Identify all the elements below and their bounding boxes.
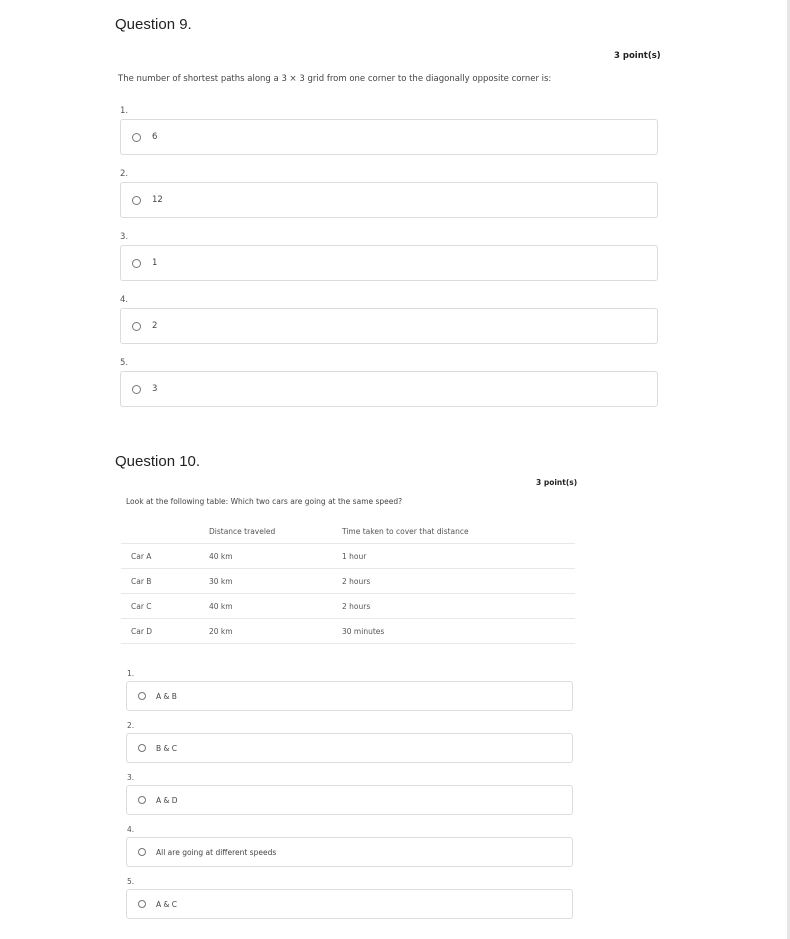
table-cell: 20 km bbox=[209, 626, 233, 636]
question-9-title-prefix: Question bbox=[115, 16, 180, 33]
q10-option-4[interactable] bbox=[126, 837, 573, 867]
question-9-points: 3 point(s) bbox=[614, 51, 661, 61]
question-10-prompt: Look at the following table: Which two cars are going at the same speed? bbox=[126, 497, 403, 506]
question-10-title-number: 10. bbox=[179, 453, 201, 470]
question-9-prompt: The number of shortest paths along a 3 × 3 grid from one corner to the diagonally opposite corner is: bbox=[118, 74, 552, 84]
question-9-title bbox=[115, 16, 192, 33]
q9-option-1-number: 1. bbox=[120, 106, 129, 116]
q10-option-3-label: A & D bbox=[156, 795, 178, 805]
q10-option-5[interactable] bbox=[126, 889, 573, 919]
table-cell: 2 hours bbox=[342, 576, 371, 586]
q9-option-3-number: 3. bbox=[120, 232, 129, 242]
table-header-cell: Distance traveled bbox=[209, 527, 276, 536]
radio-icon[interactable] bbox=[138, 744, 146, 752]
table-header-row bbox=[121, 520, 575, 544]
table-cell: 30 km bbox=[209, 576, 233, 586]
q9-option-1-label: 6 bbox=[152, 132, 158, 142]
radio-icon[interactable] bbox=[132, 133, 141, 142]
radio-icon[interactable] bbox=[138, 848, 146, 856]
q9-option-4-label: 2 bbox=[152, 321, 158, 331]
table-cell: Car C bbox=[131, 601, 152, 611]
q9-option-5[interactable] bbox=[120, 371, 658, 407]
q9-option-3[interactable] bbox=[120, 245, 658, 281]
q10-option-2-number: 2. bbox=[127, 721, 135, 730]
q10-option-1[interactable] bbox=[126, 681, 573, 711]
table-row bbox=[121, 594, 575, 619]
q10-option-3-number: 3. bbox=[127, 773, 135, 782]
question-10-title-prefix: Question bbox=[115, 453, 180, 470]
q10-option-2[interactable] bbox=[126, 733, 573, 763]
question-10-points: 3 point(s) bbox=[536, 478, 578, 487]
car-speed-table bbox=[121, 520, 575, 644]
q9-option-2[interactable] bbox=[120, 182, 658, 218]
table-cell: Car B bbox=[131, 576, 152, 586]
q9-option-4[interactable] bbox=[120, 308, 658, 344]
question-10-title bbox=[115, 453, 200, 470]
q9-option-5-label: 3 bbox=[152, 384, 158, 394]
q10-option-3[interactable] bbox=[126, 785, 573, 815]
q9-option-5-number: 5. bbox=[120, 358, 129, 368]
table-cell: 40 km bbox=[209, 601, 233, 611]
table-cell: 2 hours bbox=[342, 601, 371, 611]
table-cell: 40 km bbox=[209, 551, 233, 561]
q9-option-2-number: 2. bbox=[120, 169, 129, 179]
q10-option-4-label: All are going at different speeds bbox=[156, 847, 277, 857]
question-9-title-number: 9. bbox=[179, 16, 192, 33]
q10-option-5-label: A & C bbox=[156, 899, 177, 909]
table-row bbox=[121, 544, 575, 569]
radio-icon[interactable] bbox=[138, 692, 146, 700]
q10-option-2-label: B & C bbox=[156, 743, 177, 753]
radio-icon[interactable] bbox=[132, 259, 141, 268]
radio-icon[interactable] bbox=[132, 196, 141, 205]
q9-option-4-number: 4. bbox=[120, 295, 129, 305]
q10-option-5-number: 5. bbox=[127, 877, 135, 886]
table-row bbox=[121, 619, 575, 644]
radio-icon[interactable] bbox=[132, 385, 141, 394]
table-row bbox=[121, 569, 575, 594]
radio-icon[interactable] bbox=[132, 322, 141, 331]
table-header-cell: Time taken to cover that distance bbox=[342, 527, 469, 536]
radio-icon[interactable] bbox=[138, 900, 146, 908]
q9-option-3-label: 1 bbox=[152, 258, 158, 268]
q9-option-1[interactable] bbox=[120, 119, 658, 155]
table-cell: Car A bbox=[131, 551, 152, 561]
q9-option-2-label: 12 bbox=[152, 195, 163, 205]
table-cell: 1 hour bbox=[342, 551, 367, 561]
table-cell: 30 minutes bbox=[342, 626, 385, 636]
q10-option-1-label: A & B bbox=[156, 691, 177, 701]
radio-icon[interactable] bbox=[138, 796, 146, 804]
table-cell: Car D bbox=[131, 626, 153, 636]
q10-option-4-number: 4. bbox=[127, 825, 135, 834]
q10-option-1-number: 1. bbox=[127, 669, 135, 678]
